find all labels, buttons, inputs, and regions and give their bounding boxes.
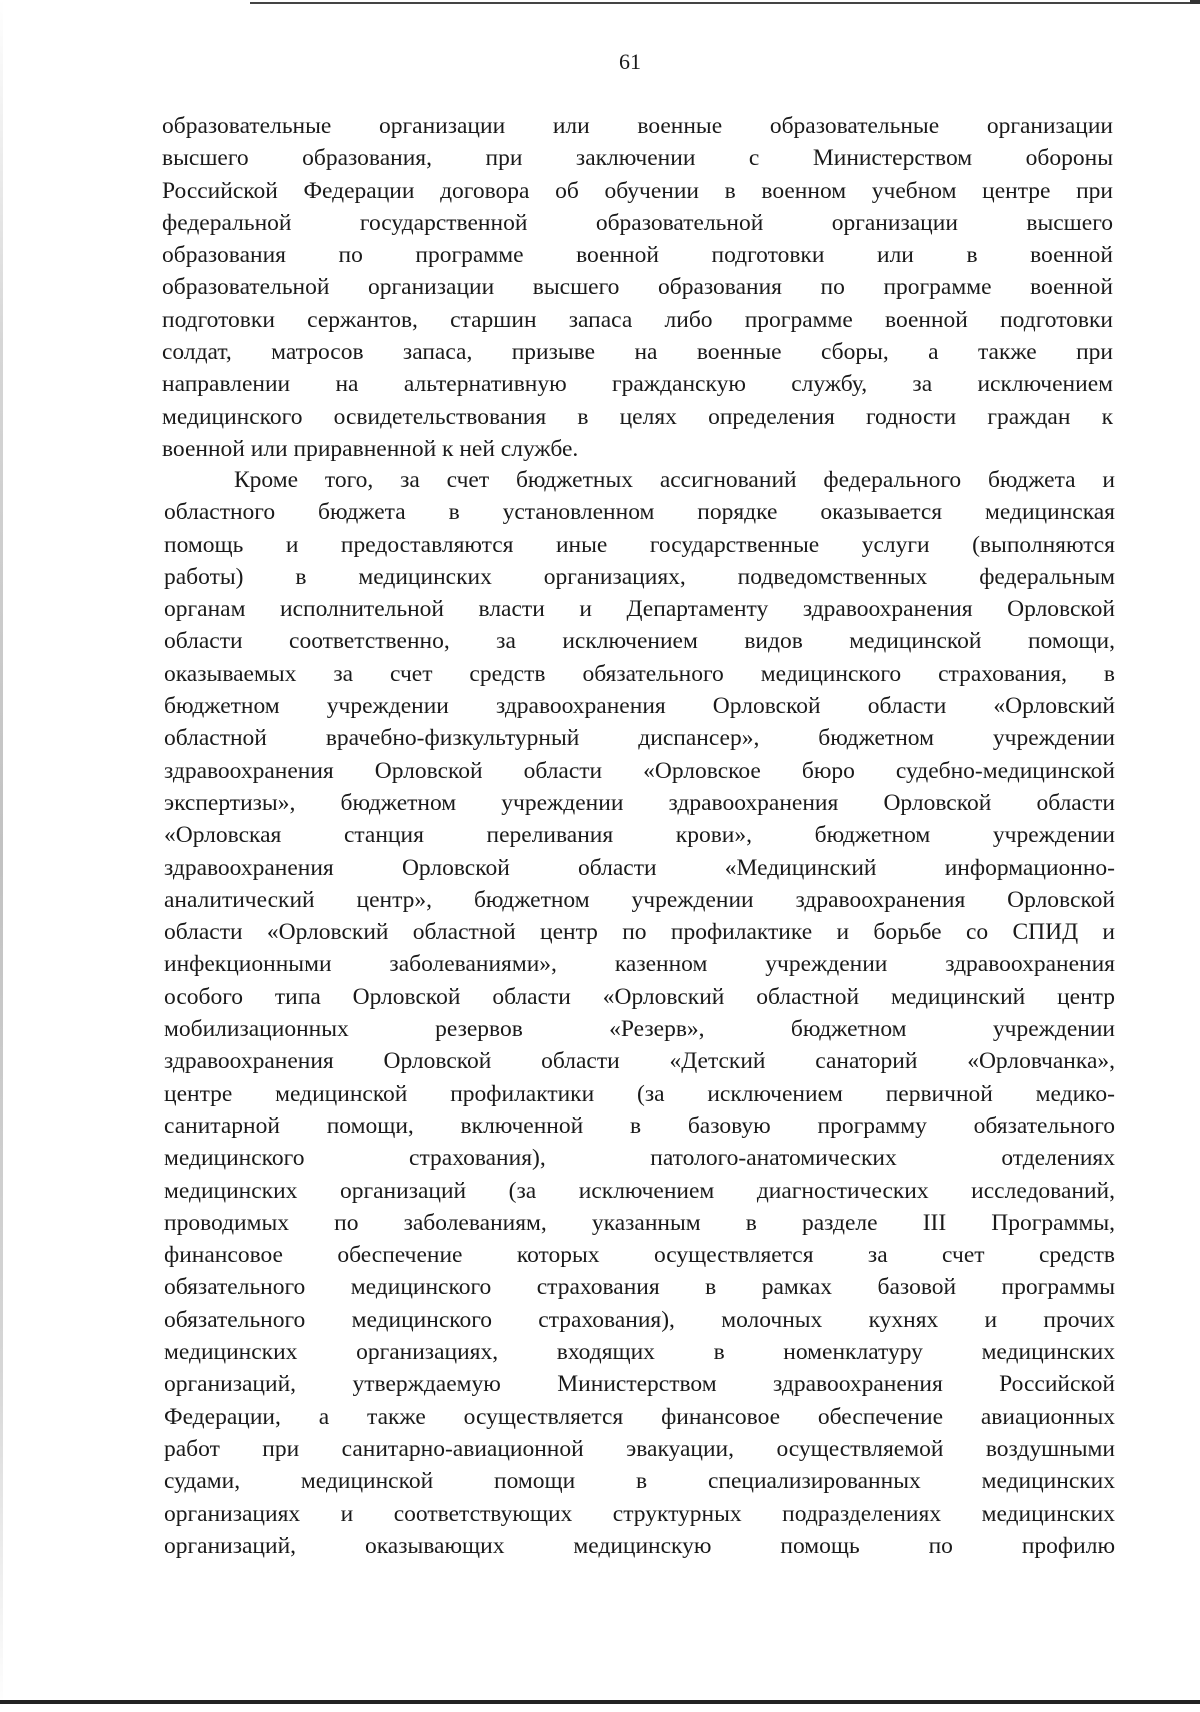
text-line: образования по программе военной подготовки или в военной	[162, 242, 1113, 269]
text-line: аналитический центр», бюджетном учреждении здравоохранения Орловской	[164, 886, 1115, 913]
scan-top-corner	[1190, 0, 1200, 4]
text-line: мобилизационных резервов «Резерв», бюджетном учреждении	[164, 1016, 1115, 1043]
text-line: высшего образования, при заключении с Министерством обороны	[162, 145, 1113, 172]
text-line: образовательной организации высшего образования по программе военной	[162, 274, 1113, 301]
scan-top-border	[250, 2, 1200, 4]
text-line: проводимых по заболеваниям, указанным в разделе III Программы,	[164, 1209, 1115, 1236]
text-line: санитарной помощи, включенной в базовую программу обязательного	[164, 1112, 1115, 1139]
text-line: работы) в медицинских организациях, подведомственных федеральным	[164, 563, 1115, 590]
text-line: областной врачебно-физкультурный диспансер», бюджетном учреждении	[164, 725, 1115, 752]
text-line: здравоохранения Орловской области «Детский санаторий «Орловчанка»,	[164, 1048, 1115, 1075]
text-line: организациях и соответствующих структурных подразделениях медицинских	[164, 1500, 1115, 1527]
text-line: организаций, утверждаемую Министерством здравоохранения Российской	[164, 1371, 1115, 1398]
text-line: помощь и предоставляются иные государственные услуги (выполняются	[164, 531, 1115, 558]
text-line: здравоохранения Орловской области «Медицинский информационно-	[164, 854, 1115, 881]
text-line: медицинского освидетельствования в целях определения годности граждан к	[162, 403, 1113, 430]
text-line: солдат, матросов запаса, призыве на военные сборы, а также при	[162, 339, 1113, 366]
text-line: оказываемых за счет средств обязательного медицинского страхования, в	[164, 660, 1115, 687]
scan-left-edge	[0, 0, 3, 1712]
text-line: обязательного медицинского страхования в рамках базовой программы	[164, 1274, 1115, 1301]
text-line: организаций, оказывающих медицинскую помощь по профилю	[164, 1532, 1115, 1559]
text-line: органам исполнительной власти и Департаменту здравоохранения Орловской	[164, 596, 1115, 623]
text-line: медицинского страхования), патолого-анатомических отделениях	[164, 1145, 1115, 1172]
text-line: «Орловская станция переливания крови», бюджетном учреждении	[164, 822, 1115, 849]
text-line: области «Орловский областной центр по профилактике и борьбе со СПИД и	[164, 919, 1115, 946]
text-line: бюджетном учреждении здравоохранения Орловской области «Орловский	[164, 693, 1115, 720]
paragraph-budget-funding	[164, 464, 1115, 1562]
text-line: работ при санитарно-авиационной эвакуации, осуществляемой воздушными	[164, 1435, 1115, 1462]
text-line: Федерации, а также осуществляется финансовое обеспечение авиационных	[164, 1403, 1115, 1430]
text-line: военной или приравненной к ней службе.	[162, 435, 579, 462]
text-line: направлении на альтернативную гражданскую службу, за исключением	[162, 371, 1113, 398]
text-line: особого типа Орловской области «Орловский областной медицинский центр	[164, 983, 1115, 1010]
text-line: медицинских организаций (за исключением диагностических исследований,	[164, 1177, 1115, 1204]
text-line: экспертизы», бюджетном учреждении здравоохранения Орловской области	[164, 789, 1115, 816]
text-line: федеральной государственной образовательной организации высшего	[162, 209, 1113, 236]
text-line: области соответственно, за исключением видов медицинской помощи,	[164, 628, 1115, 655]
text-line: Кроме того, за счет бюджетных ассигнований федерального бюджета и	[234, 467, 1115, 493]
text-line: центре медицинской профилактики (за исключением первичной медико-	[164, 1080, 1115, 1107]
text-line: областного бюджета в установленном порядке оказывается медицинская	[164, 499, 1115, 526]
text-line: инфекционными заболеваниями», казенном учреждении здравоохранения	[164, 951, 1115, 978]
text-line: судами, медицинской помощи в специализированных медицинских	[164, 1468, 1115, 1495]
text-line: финансовое обеспечение которых осуществляется за счет средств	[164, 1242, 1115, 1269]
text-line: образовательные организации или военные образовательные организации	[162, 113, 1113, 139]
paragraph-continuation	[162, 110, 1113, 465]
text-line: обязательного медицинского страхования), молочных кухнях и прочих	[164, 1306, 1115, 1333]
text-line: здравоохранения Орловской области «Орловское бюро судебно-медицинской	[164, 757, 1115, 784]
text-line: подготовки сержантов, старшин запаса либо программе военной подготовки	[162, 306, 1113, 333]
scan-bottom-border	[0, 1700, 1200, 1704]
text-line: медицинских организациях, входящих в номенклатуру медицинских	[164, 1339, 1115, 1366]
page-number: 61	[619, 49, 641, 74]
text-line: Российской Федерации договора об обучении в военном учебном центре при	[162, 177, 1113, 204]
